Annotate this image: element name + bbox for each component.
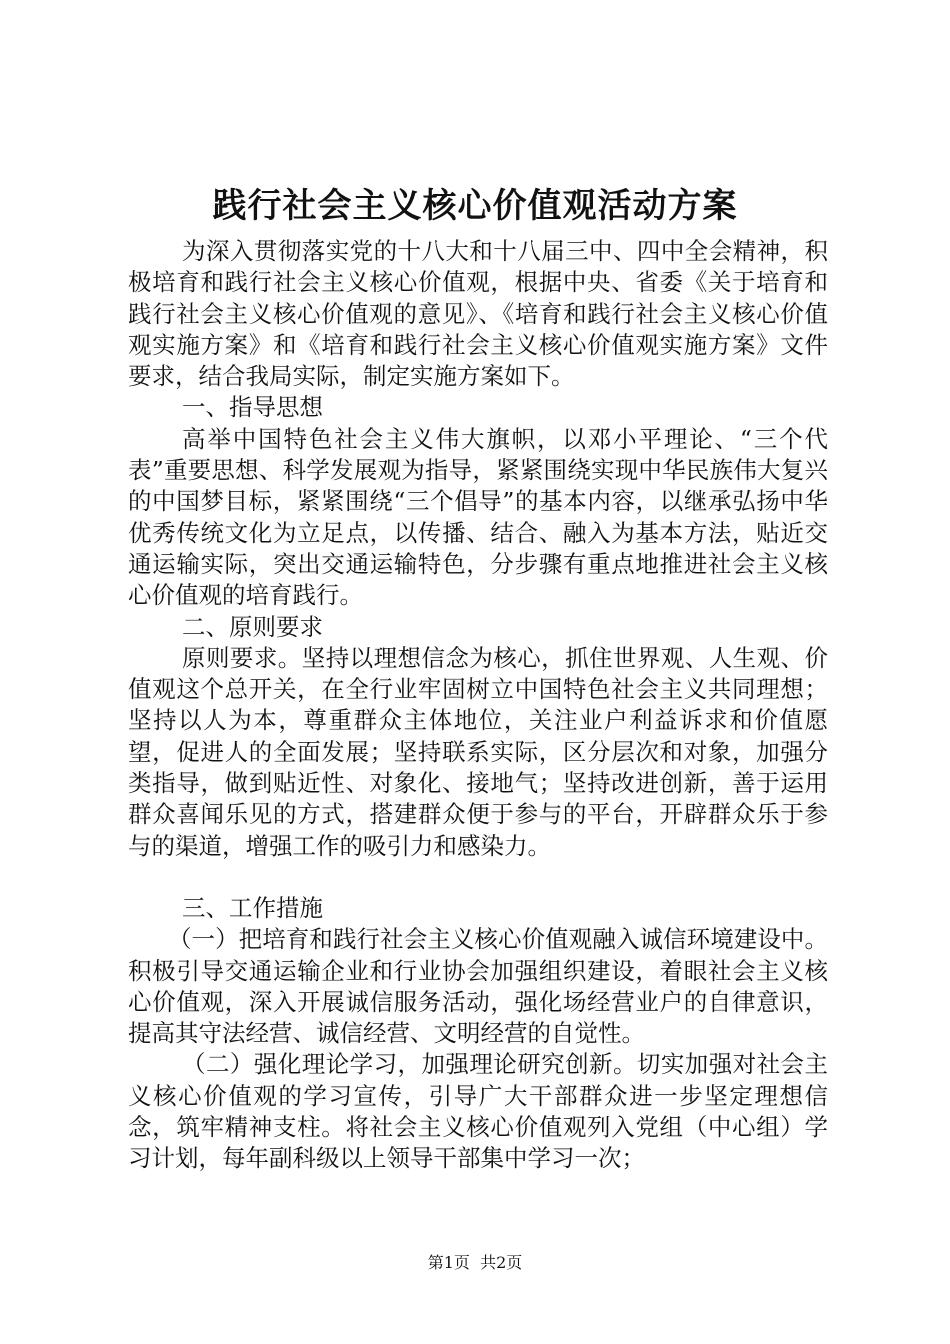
page-footer: 第1页 共2页	[427, 1253, 523, 1272]
intro-paragraph: 为深入贯彻落实党的十八大和十八届三中、四中全会精神，积极培育和践行社会主义核心价值观，根据中央、省委《关于培育和践行社会主义核心价值观的意见》、《培育和践行社会主义核心价值观实施方案》和《培育和践行社会主义核心价值观实施方案》文件要求，结合我局实际，制定实施方案如下。	[128, 237, 828, 391]
work-measure-item-2: （二）强化理论学习，加强理论研究创新。切实加强对社会主义核心价值观的学习宣传，引导广大干部群众进一步坚定理想信念，筑牢精神支柱。将社会主义核心价值观列入党组（中心组）学习计划，每年副科级以上领导干部集中学习一次；	[128, 1050, 828, 1173]
document-body	[128, 236, 828, 1175]
section-paragraph-principles: 原则要求。坚持以理想信念为核心，抓住世界观、人生观、价值观这个总开关，在全行业牢固树立中国特色社会主义共同理想；坚持以人为本，尊重群众主体地位，关注业户利益诉求和价值愿望，促进人的全面发展；坚持联系实际，区分层次和对象，加强分类指导，做到贴近性、对象化、接地气；坚持改进创新，善于运用群众喜闻乐见的方式，搭建群众便于参与的平台，开辟群众乐于参与的渠道，增强工作的吸引力和感染力。	[128, 643, 828, 860]
section-heading-principles: 二、原则要求	[182, 612, 324, 641]
section-heading-guiding-ideology: 一、指导思想	[182, 393, 324, 422]
section-paragraph-guiding-ideology: 高举中国特色社会主义伟大旗帜，以邓小平理论、“三个代表”重要思想、科学发展观为指导，紧紧围绕实现中华民族伟大复兴的中国梦目标，紧紧围绕“三个倡导”的基本内容，以继承弘扬中华优秀传统文化为立足点，以传播、结合、融入为基本方法，贴近交通运输实际，突出交通运输特色，分步骤有重点地推进社会主义核心价值观的培育践行。	[128, 424, 828, 610]
work-measure-item-1: （一）把培育和践行社会主义核心价值观融入诚信环境建设中。积极引导交通运输企业和行业协会加强组织建设，着眼社会主义核心价值观，深入开展诚信服务活动，强化场经营业户的自律意识，提高其守法经营、诚信经营、文明经营的自觉性。	[128, 925, 828, 1048]
section-heading-work-measures: 三、工作措施	[182, 893, 324, 922]
document-title: 践行社会主义核心价值观活动方案	[212, 186, 738, 226]
